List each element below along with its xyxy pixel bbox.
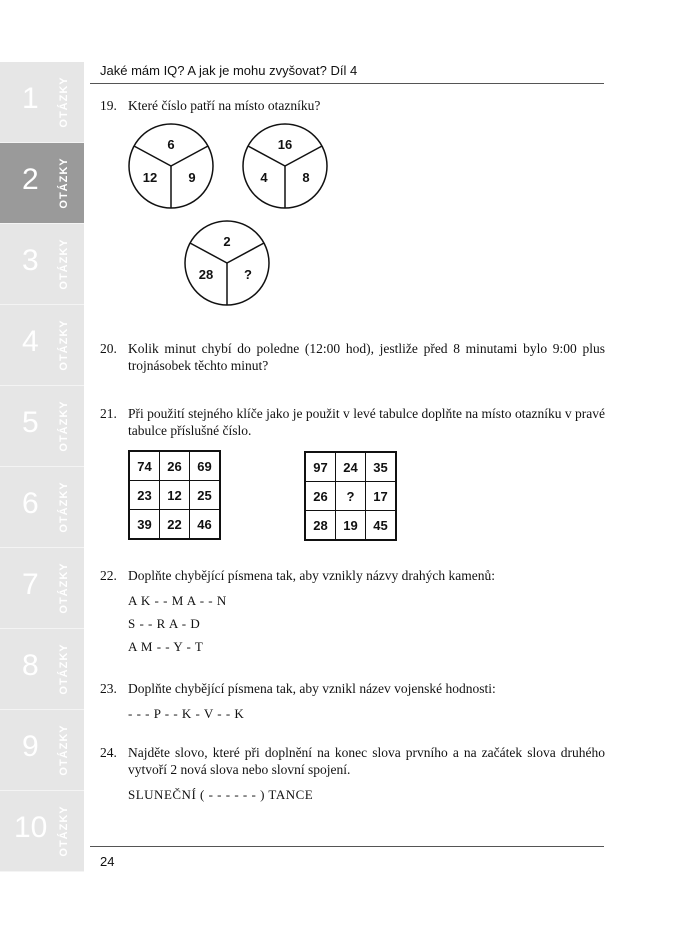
answer-line-3: A M - - Y - T (128, 639, 204, 654)
tab-number: 9 (22, 730, 39, 763)
page-number: 24 (100, 854, 115, 869)
tab-label: OTÁZKY (58, 157, 70, 209)
question-number: 22. (100, 568, 117, 583)
circle-top-value: 6 (167, 137, 175, 152)
tab-label: OTÁZKY (58, 562, 70, 614)
question-text: Doplňte chybějící písmena tak, aby vznikly názvy drahých kamenů: (128, 568, 496, 583)
tab-label: OTÁZKY (58, 643, 70, 695)
tab-number: 10 (14, 811, 48, 844)
question-22 (100, 567, 605, 584)
number-circle-1 (126, 121, 216, 211)
table-cell: 23 (129, 481, 160, 510)
table-cell: 39 (129, 510, 160, 540)
table-row (129, 510, 220, 540)
tab-number: 4 (22, 325, 39, 358)
tab-2[interactable] (0, 143, 84, 224)
table-cell: 19 (336, 511, 366, 541)
circle-left-value: 28 (198, 267, 214, 282)
question-23 (100, 680, 605, 697)
tab-5[interactable] (0, 386, 84, 467)
table-row (305, 511, 396, 541)
question-24 (100, 744, 605, 778)
question-19 (100, 97, 605, 114)
tab-label: OTÁZKY (58, 724, 70, 776)
question-number: 19. (100, 98, 117, 113)
question-number: 24. (100, 745, 117, 760)
table-row (129, 451, 220, 481)
tab-3[interactable] (0, 224, 84, 305)
header-rule (90, 83, 604, 84)
table-cell: 46 (190, 510, 221, 540)
tab-7[interactable] (0, 548, 84, 629)
table-cell: 17 (366, 482, 397, 511)
table-cell: 26 (305, 482, 336, 511)
table-row (129, 481, 220, 510)
table-cell: 45 (366, 511, 397, 541)
circle-top-value: 16 (277, 137, 293, 152)
table-cell: 24 (336, 452, 366, 482)
table-cell: 28 (305, 511, 336, 541)
tab-number: 6 (22, 487, 39, 520)
right-number-table (304, 451, 397, 541)
tab-number: 7 (22, 568, 39, 601)
table-cell: 35 (366, 452, 397, 482)
circle-right-value: 9 (188, 170, 196, 185)
answer-line: - - - P - - K - V - - K (128, 706, 245, 721)
question-20 (100, 340, 605, 374)
answer-line-1: A K - - M A - - N (128, 593, 227, 608)
tab-number: 1 (22, 82, 39, 115)
question-text: Kolik minut chybí do poledne (12:00 hod), jestliže před 8 minutami bylo 9:00 plus trojnásobek těchto minut? (128, 341, 605, 373)
tab-number: 2 (22, 163, 39, 196)
question-number: 21. (100, 406, 117, 421)
tab-6[interactable] (0, 467, 84, 548)
tab-label: OTÁZKY (58, 76, 70, 128)
table-cell: 97 (305, 452, 336, 482)
answer-line-2: S - - R A - D (128, 616, 201, 631)
tab-label: OTÁZKY (58, 805, 70, 857)
table-cell: 26 (160, 451, 190, 481)
tab-number: 3 (22, 244, 39, 277)
tab-number: 5 (22, 406, 39, 439)
tab-9[interactable] (0, 710, 84, 791)
question-text: Které číslo patří na místo otazníku? (128, 98, 321, 113)
tab-8[interactable] (0, 629, 84, 710)
table-row (305, 452, 396, 482)
table-cell: 22 (160, 510, 190, 540)
tab-1[interactable] (0, 62, 84, 143)
tab-label: OTÁZKY (58, 481, 70, 533)
tab-label: OTÁZKY (58, 319, 70, 371)
number-circle-3 (182, 218, 272, 308)
table-cell: 74 (129, 451, 160, 481)
table-cell: 25 (190, 481, 221, 510)
number-circle-2 (240, 121, 330, 211)
circle-right-value: ? (244, 267, 252, 282)
circle-left-value: 12 (142, 170, 158, 185)
question-21 (100, 405, 605, 439)
question-text: Najděte slovo, které při doplnění na konec slova prvního a na začátek slova druhého vytvoří 2 nová slova nebo slovní spojení. (128, 745, 605, 777)
circle-left-value: 4 (260, 170, 268, 185)
tab-label: OTÁZKY (58, 400, 70, 452)
footer-rule (90, 846, 604, 847)
circle-right-value: 8 (302, 170, 310, 185)
left-number-table (128, 450, 221, 540)
question-text: Při použití stejného klíče jako je použit v levé tabulce doplňte na místo otazníku v pravé tabulce příslušné číslo. (128, 406, 605, 438)
table-row (305, 482, 396, 511)
answer-line: SLUNEČNÍ ( - - - - - - ) TANCE (128, 787, 314, 802)
circle-top-value: 2 (223, 234, 231, 249)
table-cell: ? (336, 482, 366, 511)
tab-10[interactable] (0, 791, 84, 872)
question-text: Doplňte chybějící písmena tak, aby vznikl název vojenské hodnosti: (128, 681, 496, 696)
table-cell: 12 (160, 481, 190, 510)
question-number: 20. (100, 341, 117, 356)
tab-4[interactable] (0, 305, 84, 386)
tab-label: OTÁZKY (58, 238, 70, 290)
running-header: Jaké mám IQ? A jak je mohu zvyšovat? Díl 4 (100, 63, 358, 78)
question-number: 23. (100, 681, 117, 696)
tab-number: 8 (22, 649, 39, 682)
table-cell: 69 (190, 451, 221, 481)
